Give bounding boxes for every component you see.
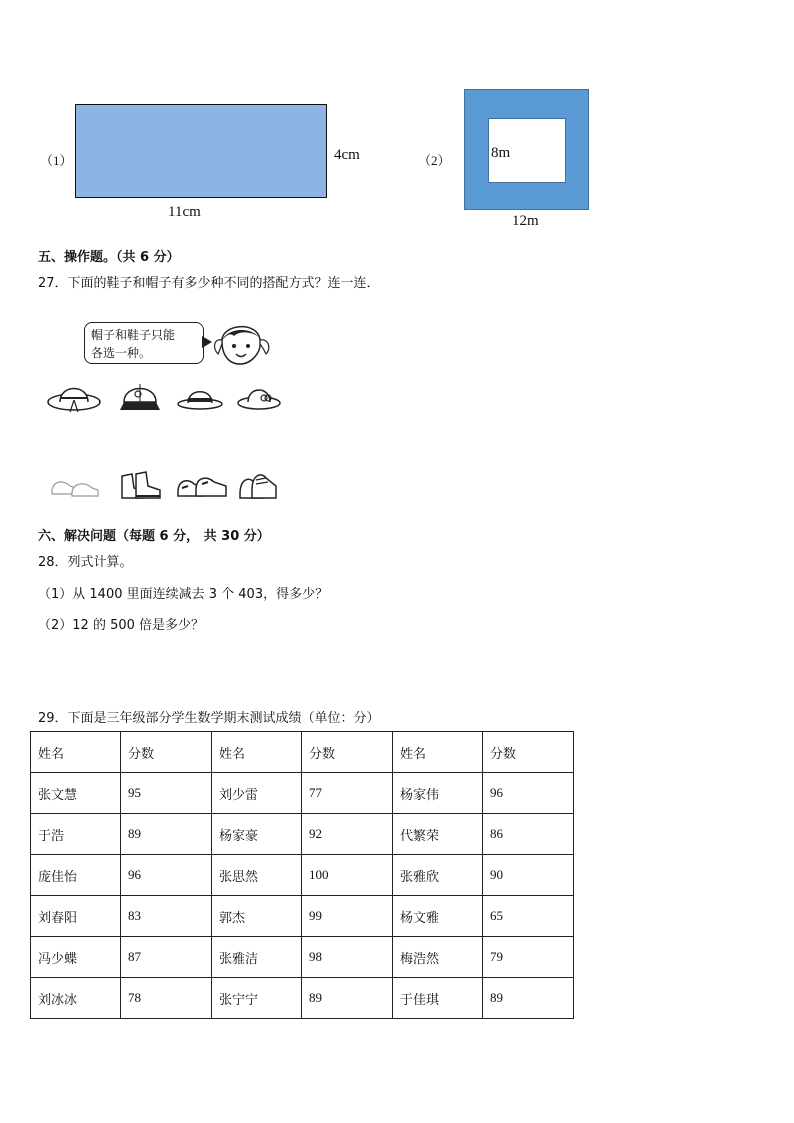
header-cell: 分数 (121, 732, 212, 773)
name-cell: 郭杰 (212, 896, 302, 937)
score-cell: 79 (483, 937, 574, 978)
name-cell: 庞佳怡 (31, 855, 121, 896)
score-cell: 96 (483, 773, 574, 814)
speech-line-1: 帽子和鞋子只能 (91, 328, 176, 342)
score-table (30, 731, 574, 1019)
q27-text: 27．下面的鞋子和帽子有多少种不同的搭配方式？连一连． (38, 276, 380, 291)
header-cell: 分数 (483, 732, 574, 773)
name-cell: 刘春阳 (31, 896, 121, 937)
sun-hat-icon (46, 378, 102, 414)
name-cell: 杨家伟 (393, 773, 483, 814)
bonnet-hat-icon (236, 380, 282, 412)
outer-square-width-label: 12m (512, 213, 539, 229)
score-cell: 100 (302, 855, 393, 896)
name-cell: 于浩 (31, 814, 121, 855)
name-cell: 张文慧 (31, 773, 121, 814)
header-cell: 姓名 (393, 732, 483, 773)
q28-sub2: （2）12 的 500 倍是多少？ (38, 618, 205, 633)
score-cell: 89 (302, 978, 393, 1019)
name-cell: 于佳琪 (393, 978, 483, 1019)
speech-line-2: 各选一种。 (91, 346, 152, 360)
score-cell: 83 (121, 896, 212, 937)
name-cell: 刘少雷 (212, 773, 302, 814)
table-row (31, 814, 574, 855)
girl-icon (210, 316, 274, 374)
table-row (31, 896, 574, 937)
q28-text: 28．列式计算。 (38, 555, 133, 570)
score-cell: 98 (302, 937, 393, 978)
name-cell: 刘冰冰 (31, 978, 121, 1019)
score-cell: 90 (483, 855, 574, 896)
score-cell: 89 (121, 814, 212, 855)
rectangle-figure (75, 104, 327, 198)
name-cell: 冯少蝶 (31, 937, 121, 978)
figure2-label: （2） (418, 153, 451, 168)
section6-title: 六、解决问题（每题 6 分， 共 30 分） (38, 529, 270, 544)
name-cell: 张雅洁 (212, 937, 302, 978)
score-cell: 86 (483, 814, 574, 855)
header-cell: 姓名 (212, 732, 302, 773)
score-cell: 99 (302, 896, 393, 937)
table-row (31, 937, 574, 978)
sneakers-icon (48, 472, 102, 500)
table-row (31, 855, 574, 896)
score-cell: 96 (121, 855, 212, 896)
name-cell: 张思然 (212, 855, 302, 896)
section5-title: 五、操作题。（共 6 分） (38, 250, 180, 265)
name-cell: 代繁荣 (393, 814, 483, 855)
boots-icon (116, 466, 166, 502)
table-header-row (31, 732, 574, 773)
running-shoes-icon (174, 468, 230, 500)
rectangle-height-label: 4cm (334, 147, 360, 163)
score-cell: 95 (121, 773, 212, 814)
name-cell: 张雅欣 (393, 855, 483, 896)
name-cell: 杨文雅 (393, 896, 483, 937)
fedora-hat-icon (176, 380, 224, 412)
baseball-cap-icon (118, 380, 162, 414)
score-cell: 77 (302, 773, 393, 814)
q28-sub1: （1）从 1400 里面连续减去 3 个 403，得多少？ (38, 587, 329, 602)
figure1-label: （1） (40, 153, 73, 168)
laced-shoes-icon (236, 466, 280, 502)
name-cell: 梅浩然 (393, 937, 483, 978)
speech-bubble (84, 322, 204, 364)
score-cell: 87 (121, 937, 212, 978)
header-cell: 分数 (302, 732, 393, 773)
score-cell: 78 (121, 978, 212, 1019)
name-cell: 张宁宁 (212, 978, 302, 1019)
score-cell: 65 (483, 896, 574, 937)
header-cell: 姓名 (31, 732, 121, 773)
table-row (31, 978, 574, 1019)
score-cell: 89 (483, 978, 574, 1019)
inner-square-label: 8m (491, 145, 511, 161)
score-cell: 92 (302, 814, 393, 855)
rectangle-width-label: 11cm (168, 204, 201, 220)
table-row (31, 773, 574, 814)
name-cell: 杨家豪 (212, 814, 302, 855)
q29-text: 29．下面是三年级部分学生数学期末测试成绩（单位：分） (38, 711, 380, 726)
